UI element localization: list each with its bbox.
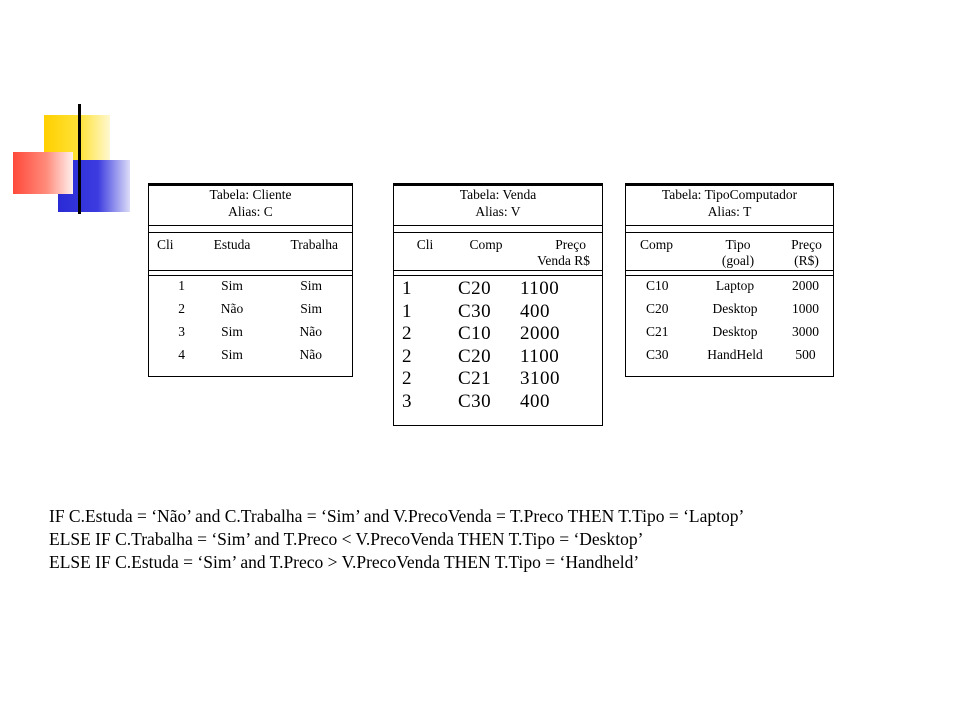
table-cell: C21 xyxy=(458,368,492,389)
table-row xyxy=(626,278,833,301)
table-row xyxy=(394,368,602,391)
table-cell: Não xyxy=(299,324,322,339)
column-header: Trabalha xyxy=(290,237,338,252)
table-cell: 1100 xyxy=(520,345,560,367)
table-cell: C30 xyxy=(458,300,492,322)
table-name: Tabela: Venda xyxy=(459,187,537,202)
table-cell: HandHeld xyxy=(707,347,763,362)
table-row xyxy=(626,324,833,347)
table-cell: Sim xyxy=(221,278,243,293)
table-alias: Alias: C xyxy=(228,204,273,219)
column-header: Cli xyxy=(416,237,434,252)
table-cell: 500 xyxy=(795,347,816,362)
table-cell: Desktop xyxy=(712,324,758,339)
table-cell: 3 xyxy=(178,324,185,339)
table-cell: 4 xyxy=(178,347,185,362)
table-title xyxy=(626,184,833,226)
decor-vertical-line xyxy=(78,104,81,214)
table-title xyxy=(394,184,602,226)
table-cell: 1 xyxy=(402,300,412,322)
table-cell: 2 xyxy=(178,301,185,316)
table-cell: C30 xyxy=(458,390,492,412)
table-cell: C10 xyxy=(646,278,669,293)
column-header: Comp xyxy=(640,237,674,252)
table-row xyxy=(149,278,352,301)
table-cell: Não xyxy=(299,347,322,362)
table-row xyxy=(626,347,833,370)
table-cell: Laptop xyxy=(715,278,755,293)
table-title xyxy=(149,184,352,226)
table-cell: Desktop xyxy=(712,301,758,316)
table-cell: C30 xyxy=(646,347,669,362)
table-row xyxy=(394,323,602,346)
table-alias: Alias: T xyxy=(707,204,752,219)
rule-line: ELSE IF C.Trabalha = ‘Sim’ and T.Preco < V.PrecoVenda THEN T.Tipo = ‘Desktop’ xyxy=(49,529,644,549)
column-header: Preço Venda R$ xyxy=(537,237,590,268)
table-cliente xyxy=(148,183,353,377)
table-row xyxy=(149,324,352,347)
table-header-row xyxy=(149,233,352,271)
table-alias: Alias: V xyxy=(475,204,521,219)
table-cell: 3100 xyxy=(520,368,560,389)
table-cell: 3 xyxy=(402,390,412,412)
rule-line: IF C.Estuda = ‘Não’ and C.Trabalha = ‘Sim’ and V.PrecoVenda = T.Preco THEN T.Tipo = ‘Laptop’ xyxy=(49,506,745,526)
column-header: Comp xyxy=(469,237,503,252)
table-cell: 400 xyxy=(520,390,550,412)
table-cell: C20 xyxy=(646,301,669,316)
table-cell: 400 xyxy=(520,300,550,322)
table-cell: C10 xyxy=(458,323,492,344)
table-cell: Sim xyxy=(221,347,243,362)
table-cell: C20 xyxy=(458,345,492,367)
table-header-row xyxy=(626,233,833,271)
table-name: Tabela: Cliente xyxy=(209,187,292,202)
table-cell: C21 xyxy=(646,324,669,339)
rule-line: ELSE IF C.Estuda = ‘Sim’ and T.Preco > V.PrecoVenda THEN T.Tipo = ‘Handheld’ xyxy=(49,552,640,572)
column-header: Preço (R$) xyxy=(791,237,822,268)
table-cell: 2 xyxy=(402,323,412,344)
table-cell: 2 xyxy=(402,368,412,389)
table-cell: 2 xyxy=(402,345,412,367)
table-cell: 1000 xyxy=(792,301,819,316)
table-cell: 2000 xyxy=(520,323,560,344)
table-cell: Sim xyxy=(300,301,322,316)
table-row xyxy=(394,391,602,414)
table-row xyxy=(149,347,352,370)
table-row xyxy=(626,301,833,324)
decor-red-square xyxy=(13,152,73,194)
column-header: Estuda xyxy=(213,237,251,252)
table-cell: 2000 xyxy=(792,278,819,293)
column-header: Tipo (goal) xyxy=(721,237,755,268)
table-cell: 1 xyxy=(178,278,185,293)
table-cell: C20 xyxy=(458,278,492,299)
rules-text xyxy=(49,505,744,574)
table-header-row xyxy=(394,233,602,271)
table-cell: 3000 xyxy=(792,324,819,339)
table-row xyxy=(149,301,352,324)
table-row xyxy=(394,278,602,301)
table-row xyxy=(394,301,602,324)
table-cell: Sim xyxy=(221,324,243,339)
table-tipocomputador xyxy=(625,183,834,377)
table-cell: Sim xyxy=(300,278,322,293)
table-venda xyxy=(393,183,603,426)
table-name: Tabela: TipoComputador xyxy=(661,187,798,202)
table-row xyxy=(394,346,602,369)
table-cell: 1100 xyxy=(520,278,560,299)
table-cell: 1 xyxy=(402,278,412,299)
table-cell: Não xyxy=(220,301,244,316)
column-header: Cli xyxy=(157,237,174,252)
